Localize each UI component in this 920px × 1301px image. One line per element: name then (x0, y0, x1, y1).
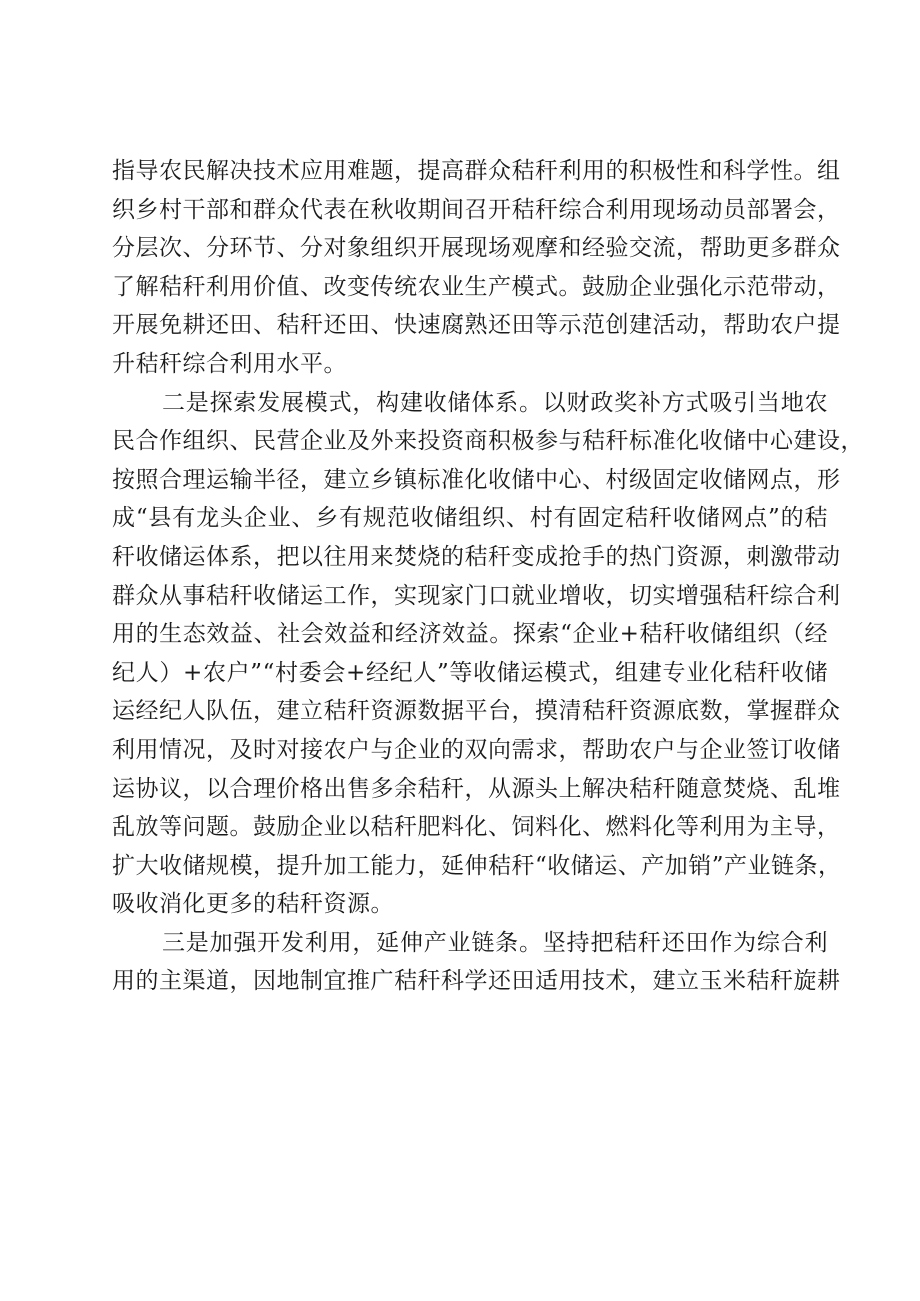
paragraph-line: 二是探索发展模式，构建收储体系。以财政奖补方式吸引当地农 (162, 389, 828, 416)
document-body (112, 152, 864, 1001)
paragraph-line: 指导农民解决技术应用难题，提高群众秸秆利用的积极性和科学性。组 (112, 158, 841, 184)
paragraph-line: 运协议，以合理价格出售多余秸秆，从源头上解决秸秆随意焚烧、乱堆 (112, 775, 841, 802)
paragraph-line: 升秸秆综合利用水平。 (112, 350, 347, 377)
paragraph-line: 扩大收储规模，提升加工能力，延伸秸秆“收储运、产加销”产业链条， (112, 852, 842, 879)
paragraph-line: 织乡村干部和群众代表在秋收期间召开秸秆综合利用现场动员部署会， (112, 196, 841, 223)
paragraph-line: 用的主渠道，因地制宜推广秸秆科学还田适用技术，建立玉米秸秆旋耕 (112, 968, 841, 995)
paragraph-line: 群众从事秸秆收储运工作，实现家门口就业增收，切实增强秸秆综合利 (112, 582, 841, 609)
paragraph-line: 了解秸秆利用价值、改变传统农业生产模式。鼓励企业强化示范带动， (112, 273, 841, 300)
paragraph-line: 开展免耕还田、秸秆还田、快速腐熟还田等示范创建活动，帮助农户提 (112, 312, 841, 339)
paragraph-line: 乱放等问题。鼓励企业以秸秆肥料化、饲料化、燃料化等利用为主导， (112, 814, 841, 841)
paragraph-line: 吸收消化更多的秸秆资源。 (112, 891, 394, 918)
paragraph-line: 民合作组织、民营企业及外来投资商积极参与秸秆标准化收储中心建设， (112, 428, 864, 455)
paragraph-line: 成“县有龙头企业、乡有规范收储组织、村有固定秸秆收储网点”的秸 (112, 505, 828, 532)
paragraph-line: 运经纪人队伍，建立秸秆资源数据平台，摸清秸秆资源底数，掌握群众 (112, 698, 841, 725)
paragraph-line: 利用情况，及时对接农户与企业的双向需求，帮助农户与企业签订收储 (112, 736, 841, 763)
paragraph-line: 秆收储运体系，把以往用来焚烧的秸秆变成抢手的热门资源，刺激带动 (112, 543, 841, 570)
paragraph-line: 用的生态效益、社会效益和经济效益。探索“企业+秸秆收储组织（经 (112, 621, 828, 648)
paragraph-line: 分层次、分环节、分对象组织开展现场观摩和经验交流，帮助更多群众 (112, 235, 841, 262)
paragraph-line: 按照合理运输半径，建立乡镇标准化收储中心、村级固定收储网点，形 (112, 466, 841, 493)
paragraph-line: 纪人）+农户”“村委会+经纪人”等收储运模式，组建专业化秸秆收储 (112, 659, 828, 686)
paragraph-line: 三是加强开发利用，延伸产业链条。坚持把秸秆还田作为综合利 (162, 929, 828, 956)
